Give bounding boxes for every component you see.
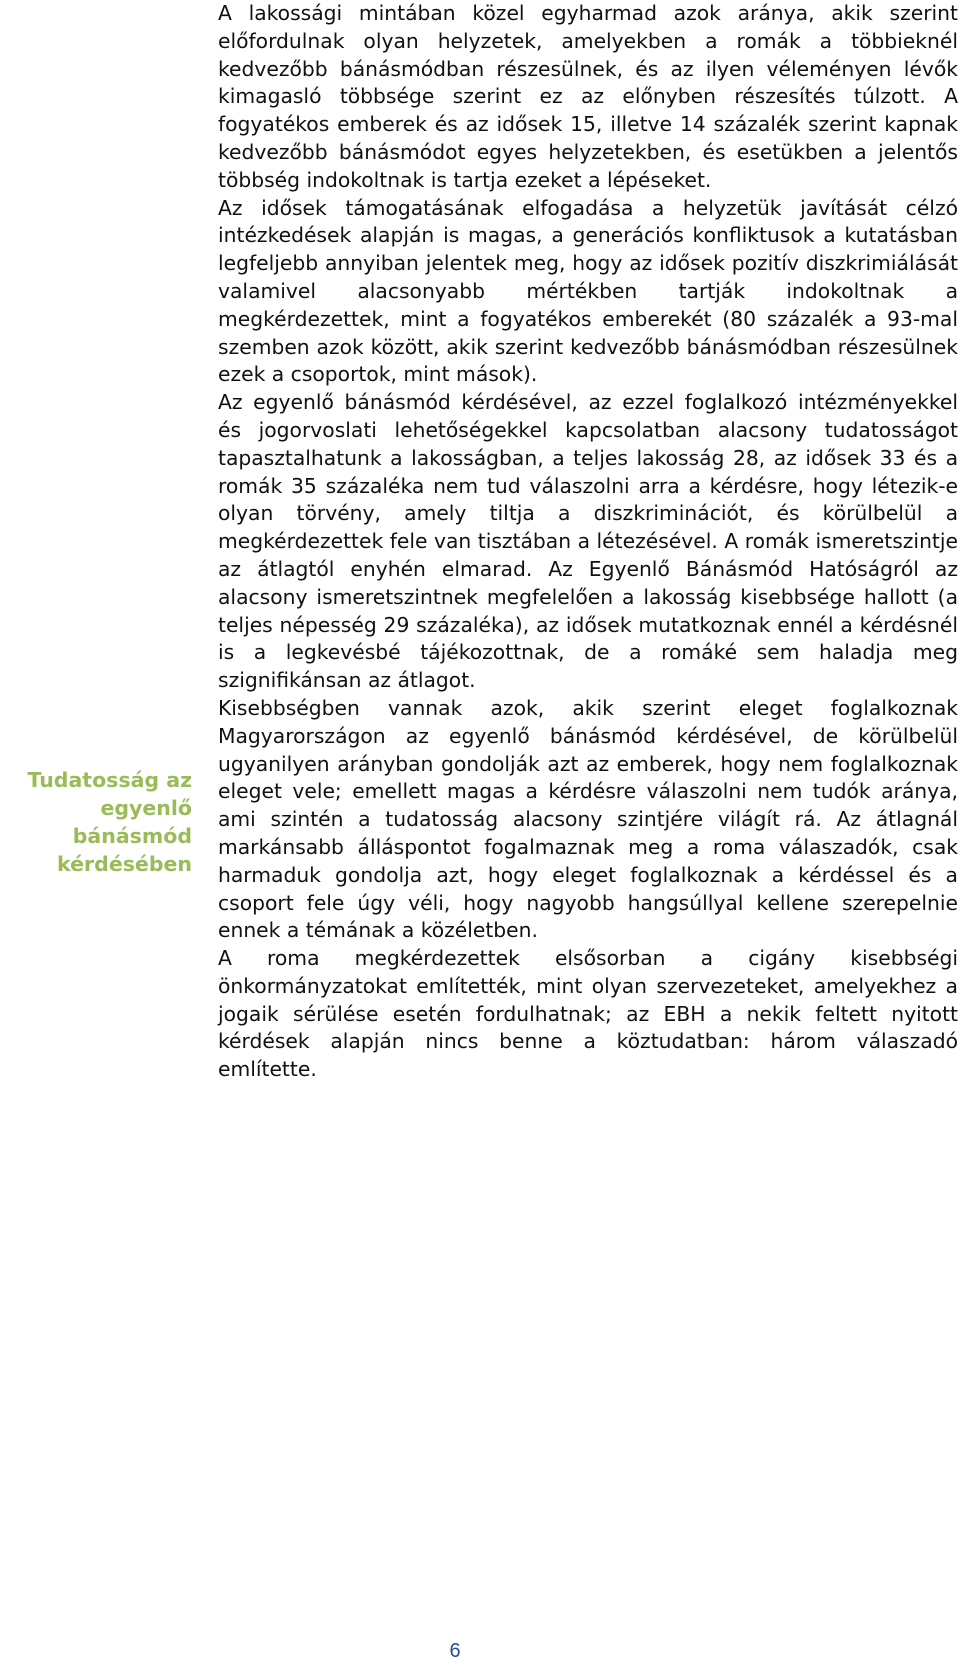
body-text [218,0,958,1084]
sidebar-heading [0,766,192,878]
page-number: 6 [449,1640,461,1662]
sidebar-heading-line: bánásmód [72,824,192,848]
paragraph: A lakossági mintában közel egyharmad azok aránya, akik szerint előfordulnak olyan helyzetek, amelyekben a romák a többieknél kedvezőbb bánásmódban részesülnek, és az ilyen véleményen lévők kimagasló többsége szerint ez az előnyben részesítés túlzott. A fogyatékos emberek és az idősek 15, illetve 14 százalék szerint kapnak kedvezőbb bánásmódot egyes helyzetekben, és esetükben a jelentős többség indokoltnak is tartja ezeket a lépéseket. [218,1,958,192]
sidebar-heading-line: Tudatosság az [27,768,192,792]
paragraph: A roma megkérdezettek elsősorban a cigány kisebbségi önkormányzatokat említették, mint olyan szervezeteket, amelyekhez a jogaik sérülése esetén fordulhatnak; az EBH a nekik feltett nyitott kérdések alapján nincs benne a köztudatban: három válaszadó említette. [218,946,958,1082]
sidebar-heading-line: egyenlő [100,796,192,820]
sidebar-heading-line: kérdésében [57,852,192,876]
paragraph: Az idősek támogatásának elfogadása a helyzetük javítását célzó intézkedések alapján is magas, a generációs konfliktusok a kutatásban legfeljebb annyiban jelentek meg, hogy az idősek pozitív diszkrimiálását valamivel alacsonyabb mértékben tartják indokoltnak a megkérdezettek, mint a fogyatékos emberekét (80 százalék a 93-mal szemben azok között, akik szerint kedvezőbb bánásmódban részesülnek ezek a csoportok, mint mások). [218,195,958,387]
paragraph: Kisebbségben vannak azok, akik szerint eleget foglalkoznak Magyarországon az egyenlő bánásmód kérdésével, de körülbelül ugyanilyen arányban gondolják azt az emberek, hogy nem foglalkoznak eleget vele; emellett magas a kérdésre válaszolni nem tudók aránya, ami szintén a tudatosság alacsony szintjére világít rá. Az átlagnál markánsabb álláspontot fogalmaznak meg a roma válaszadók, csak harmaduk gondolja azt, hogy eleget foglalkoznak a kérdéssel és a csoport fele úgy véli, hogy nagyobb hangsúllyal kellene szerepelnie ennek a témának a közéletben. [218,695,958,943]
paragraph: Az egyenlő bánásmód kérdésével, az ezzel foglalkozó intézményekkel és jogorvoslati lehetőségekkel kapcsolatban alacsony tudatosságot tapasztalhatunk a lakosságban, a teljes lakosság 28, az idősek 33 és a romák 35 százaléka nem tud válaszolni arra a kérdésre, hogy létezik-e olyan törvény, amely tiltja a diszkriminációt, és körülbelül a megkérdezettek fele van tisztában a létezésével. A romák ismeretszintje az átlagtól enyhén elmarad. Az Egyenlő Bánásmód Hatóságról az alacsony ismeretszintnek megfelelően a lakosság kisebbsége hallott (a teljes népesség 29 százaléka), az idősek mutatkoznak ennél a kérdésnél is a legkevésbé tájékozottnak, de a romáké sem haladja meg szignifikánsan az átlagot. [218,390,958,693]
